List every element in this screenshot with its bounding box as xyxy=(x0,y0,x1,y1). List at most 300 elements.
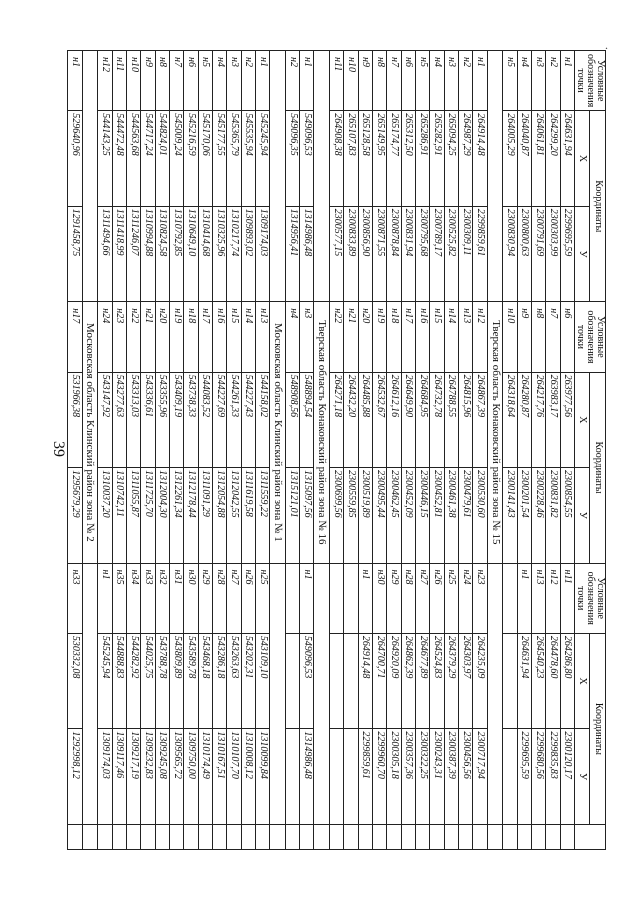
coord-x-cell: 544143,25 xyxy=(98,111,112,206)
section-title: Московская область Клинский район зона № 1 xyxy=(270,302,286,563)
table-row xyxy=(169,51,183,850)
coord-y-cell: 2300854,55 xyxy=(560,468,574,563)
coord-y-cell: 1311559,22 xyxy=(255,468,269,563)
spacer-cell xyxy=(68,824,83,849)
point-label-cell: н1 xyxy=(473,51,487,111)
header-cell: Условные обозначения точки xyxy=(575,51,606,111)
spacer-cell xyxy=(532,824,546,849)
table-row xyxy=(401,51,415,850)
section-cell xyxy=(487,51,503,302)
coord-y-cell: 1312054,88 xyxy=(212,468,226,563)
point-label-cell: н1 xyxy=(300,51,314,111)
point-label-cell: н12 xyxy=(546,563,560,633)
point-label-cell: н28 xyxy=(401,563,415,633)
point-label-cell: н22 xyxy=(330,302,344,372)
coord-y-cell: 1310742,11 xyxy=(112,468,126,563)
point-label-cell: н34 xyxy=(126,563,140,633)
point-label-cell: н14 xyxy=(444,302,458,372)
coord-y-cell: 2300495,44 xyxy=(373,468,387,563)
point-label-cell: н3 xyxy=(227,51,241,111)
coord-y-cell: 1309217,19 xyxy=(126,729,140,824)
point-label-cell: н2 xyxy=(285,51,299,111)
rotated-table-wrapper xyxy=(69,50,606,850)
coord-y-cell: 2300559,85 xyxy=(344,468,358,563)
coord-x-cell: 543738,33 xyxy=(184,372,198,467)
point-label-cell: н33 xyxy=(141,563,155,633)
spacer-cell xyxy=(300,824,314,849)
point-label-cell: н19 xyxy=(169,302,183,372)
coord-y-cell: 1311055,87 xyxy=(126,468,140,563)
point-label-cell: н13 xyxy=(532,563,546,633)
table-row xyxy=(255,51,269,850)
coord-x-cell: 545216,59 xyxy=(184,111,198,206)
coord-x-cell: 543313,03 xyxy=(126,372,140,467)
coord-x-cell: 545170,06 xyxy=(198,111,212,206)
coord-y-cell: 2300479,61 xyxy=(459,468,473,563)
coord-x-cell: 544282,92 xyxy=(126,633,140,728)
section-title: Тверская область Конаковский район зона № 15 xyxy=(487,302,503,563)
table-row xyxy=(444,51,458,850)
coord-x-cell: 264631,94 xyxy=(560,111,574,206)
coord-y-cell: 2300446,15 xyxy=(416,468,430,563)
coord-x-cell: 543109,10 xyxy=(255,633,269,728)
point-label-cell: н1 xyxy=(560,51,574,111)
coord-x-cell: 543202,31 xyxy=(241,633,255,728)
coord-x-cell: 264914,48 xyxy=(358,633,372,728)
table-row xyxy=(227,51,241,850)
table-row xyxy=(344,51,358,850)
coord-y-cell: 1312261,34 xyxy=(169,468,183,563)
coord-y-cell: 1309750,00 xyxy=(184,729,198,824)
coord-x-cell: 543809,89 xyxy=(169,633,183,728)
coord-y-cell: 2300795,68 xyxy=(416,206,430,301)
coord-y-cell: 2300201,54 xyxy=(517,468,531,563)
table-row xyxy=(141,51,155,850)
point-label-cell: н15 xyxy=(430,302,444,372)
coordinates-table xyxy=(67,50,606,850)
point-label-cell: н13 xyxy=(255,302,269,372)
spacer-cell xyxy=(82,824,98,849)
point-label-cell: н1 xyxy=(98,563,112,633)
point-label-cell: н10 xyxy=(503,302,517,372)
coord-y-cell: 1314986,48 xyxy=(300,729,314,824)
coord-y-cell: 2300456,56 xyxy=(459,729,473,824)
point-label-cell: н1 xyxy=(300,563,314,633)
coord-x-cell: 545365,79 xyxy=(227,111,241,206)
coord-x-cell: 530332,08 xyxy=(68,633,83,728)
coord-x-cell: 264485,88 xyxy=(358,372,372,467)
coord-y-cell: 2300387,39 xyxy=(444,729,458,824)
point-label-cell: н10 xyxy=(126,51,140,111)
coord-x-cell: 543468,18 xyxy=(198,633,212,728)
spacer-cell xyxy=(459,824,473,849)
spacer-cell xyxy=(141,824,155,849)
coord-y-cell: 2299859,61 xyxy=(473,206,487,301)
coord-y-cell: 1309893,02 xyxy=(241,206,255,301)
coord-x-cell: 264631,94 xyxy=(517,633,531,728)
coord-x-cell: 264920,09 xyxy=(387,633,401,728)
coord-y-cell: 1310649,10 xyxy=(184,206,198,301)
coord-y-cell: 2300305,18 xyxy=(387,729,401,824)
coord-x-cell: 544888,83 xyxy=(112,633,126,728)
coord-y-cell: 2300519,89 xyxy=(358,468,372,563)
coord-y-cell: 1314986,48 xyxy=(300,206,314,301)
coord-y-cell: 2300228,46 xyxy=(532,468,546,563)
table-row xyxy=(517,51,531,850)
point-label-cell: н26 xyxy=(430,563,444,633)
section-title: Тверская область Конаковский район зона № 16 xyxy=(314,302,330,563)
coord-y-cell: 1309174,03 xyxy=(255,206,269,301)
point-label-cell: н11 xyxy=(330,51,344,111)
coord-y-cell: 2300791,69 xyxy=(532,206,546,301)
coord-y-cell: 1309232,83 xyxy=(141,729,155,824)
coord-x-cell: 264867,39 xyxy=(473,372,487,467)
coord-y-cell: 1309117,46 xyxy=(112,729,126,824)
coord-x-cell: 549096,53 xyxy=(300,633,314,728)
table-row xyxy=(241,51,255,850)
point-label-cell: н35 xyxy=(112,563,126,633)
coord-y-cell: 1310325,96 xyxy=(212,206,226,301)
coord-x-cell: 264788,55 xyxy=(444,372,458,467)
point-label-cell: н1 xyxy=(68,51,83,111)
table-row xyxy=(387,51,401,850)
coord-y-cell: 1311725,70 xyxy=(141,468,155,563)
header-cell: У xyxy=(575,206,591,301)
coord-y-cell: 2299695,59 xyxy=(560,206,574,301)
spacer-cell xyxy=(401,824,415,849)
point-label-cell: н21 xyxy=(344,302,358,372)
coord-x-cell: 264684,95 xyxy=(416,372,430,467)
coord-x-cell: 545245,94 xyxy=(98,633,112,728)
coord-x-cell: 264217,76 xyxy=(532,372,546,467)
table-row xyxy=(330,51,344,850)
coord-y-cell: 2299859,61 xyxy=(358,729,372,824)
coord-x-cell: 263977,56 xyxy=(560,372,574,467)
coord-y-cell: 2300831,82 xyxy=(546,468,560,563)
table-row xyxy=(184,51,198,850)
coord-x-cell: 544717,24 xyxy=(141,111,155,206)
coord-y-cell: 2300789,17 xyxy=(430,206,444,301)
coord-y-cell: 1310167,51 xyxy=(212,729,226,824)
point-label-cell: н17 xyxy=(198,302,212,372)
point-label-cell: н13 xyxy=(459,302,473,372)
point-label-cell: н8 xyxy=(532,302,546,372)
point-label-cell: н30 xyxy=(373,563,387,633)
point-label-cell: н9 xyxy=(358,51,372,111)
spacer-cell xyxy=(126,824,140,849)
point-label-cell: н18 xyxy=(387,302,401,372)
spacer-cell xyxy=(358,824,372,849)
table-row xyxy=(314,51,330,850)
table-row xyxy=(430,51,444,850)
coord-x-cell: 265094,25 xyxy=(444,111,458,206)
point-label-cell: н4 xyxy=(212,51,226,111)
coord-x-cell: 264040,87 xyxy=(517,111,531,206)
coord-x-cell: 264540,23 xyxy=(532,633,546,728)
coord-y-cell: 1311418,99 xyxy=(112,206,126,301)
coord-y-cell: 1310217,74 xyxy=(227,206,241,301)
coord-x-cell: 264005,29 xyxy=(503,111,517,206)
point-label-cell: н22 xyxy=(126,302,140,372)
coord-x-cell: 264299,20 xyxy=(546,111,560,206)
section-cell xyxy=(270,563,286,824)
table-row xyxy=(112,51,126,850)
table-row xyxy=(98,51,112,850)
point-label-cell: н32 xyxy=(155,563,169,633)
coord-x-cell: 264379,29 xyxy=(444,633,458,728)
point-label-cell xyxy=(503,563,517,633)
point-label-cell: н12 xyxy=(473,302,487,372)
table-row xyxy=(358,51,372,850)
coord-y-cell: 1315121,01 xyxy=(285,468,299,563)
coord-y-cell: 1295679,29 xyxy=(68,468,83,563)
coord-y-cell: 1310099,84 xyxy=(255,729,269,824)
spacer-cell xyxy=(241,824,255,849)
coord-y-cell: 2300717,94 xyxy=(473,729,487,824)
section-cell xyxy=(82,563,98,824)
coord-x-cell: 265312,50 xyxy=(401,111,415,206)
coord-x-cell: 531966,38 xyxy=(68,372,83,467)
spacer-cell xyxy=(503,824,517,849)
coord-x-cell: 544025,75 xyxy=(141,633,155,728)
header-cell: X xyxy=(575,633,591,728)
coord-y-cell: 1315097,56 xyxy=(300,468,314,563)
point-label-cell: н1 xyxy=(255,51,269,111)
point-label-cell: н25 xyxy=(444,563,458,633)
table-row xyxy=(560,51,574,850)
coord-x-cell: 263983,17 xyxy=(546,372,560,467)
point-label-cell: н15 xyxy=(227,302,241,372)
coord-y-cell: 2300577,15 xyxy=(330,206,344,301)
table-row xyxy=(126,51,140,850)
point-label-cell: н33 xyxy=(68,563,83,633)
header-cell: X xyxy=(575,111,591,206)
spacer-cell xyxy=(255,824,269,849)
point-label-cell: н27 xyxy=(227,563,241,633)
coord-x-cell: 543355,96 xyxy=(155,372,169,467)
coord-x-cell xyxy=(285,633,299,728)
point-label-cell: н5 xyxy=(198,51,212,111)
table-row xyxy=(416,51,430,850)
coord-x-cell: 264612,16 xyxy=(387,372,401,467)
table-body xyxy=(68,51,575,850)
coord-y-cell: 2300243,31 xyxy=(430,729,444,824)
coord-x-cell: 264524,83 xyxy=(430,633,444,728)
coord-y-cell: 1310792,85 xyxy=(169,206,183,301)
spacer-cell xyxy=(387,824,401,849)
coord-x-cell: 543147,92 xyxy=(98,372,112,467)
header-cell: У xyxy=(575,468,591,563)
spacer-cell xyxy=(155,824,169,849)
section-title: Московская область Клинский район зона № 2 xyxy=(82,302,98,563)
point-label-cell: н29 xyxy=(198,563,212,633)
coord-y-cell: 1310414,68 xyxy=(198,206,212,301)
coord-x-cell: 264987,29 xyxy=(459,111,473,206)
coord-y-cell: 2300452,81 xyxy=(430,468,444,563)
coord-y-cell xyxy=(503,729,517,824)
coord-x-cell: 543589,78 xyxy=(184,633,198,728)
coord-x-cell: 265107,83 xyxy=(344,111,358,206)
coord-y-cell: 1310994,88 xyxy=(141,206,155,301)
coord-y-cell: 1312004,30 xyxy=(155,468,169,563)
coord-x-cell: 544083,52 xyxy=(198,372,212,467)
point-label-cell xyxy=(344,563,358,633)
spacer-cell xyxy=(98,824,112,849)
coord-x-cell: 264732,78 xyxy=(430,372,444,467)
coord-x-cell: 543277,63 xyxy=(112,372,126,467)
coord-x-cell: 264286,80 xyxy=(560,633,574,728)
header-cell: Координаты xyxy=(590,372,606,563)
spacer-cell xyxy=(416,824,430,849)
corner-mark: . xyxy=(605,38,608,52)
coord-y-cell: 2300830,94 xyxy=(503,206,517,301)
point-label-cell: н1 xyxy=(358,563,372,633)
point-label-cell: н5 xyxy=(503,51,517,111)
point-label-cell: н28 xyxy=(212,563,226,633)
point-label-cell: н23 xyxy=(473,563,487,633)
coord-x-cell: 544472,48 xyxy=(112,111,126,206)
header-cell: X xyxy=(575,372,591,467)
coord-x-cell: 544158,02 xyxy=(255,372,269,467)
coord-x-cell: 264815,96 xyxy=(459,372,473,467)
coord-y-cell xyxy=(330,729,344,824)
coord-x-cell: 544227,69 xyxy=(212,372,226,467)
coord-y-cell: 2300699,56 xyxy=(330,468,344,563)
point-label-cell: н2 xyxy=(459,51,473,111)
spacer-cell xyxy=(227,824,241,849)
point-label-cell: н4 xyxy=(430,51,444,111)
coord-y-cell: 1310037,20 xyxy=(98,468,112,563)
point-label-cell xyxy=(285,563,299,633)
coord-y-cell: 2300530,60 xyxy=(473,468,487,563)
coord-x-cell xyxy=(344,633,358,728)
coord-y-cell: 2300357,36 xyxy=(401,729,415,824)
coord-y-cell: 2300461,38 xyxy=(444,468,458,563)
table-row xyxy=(373,51,387,850)
section-cell xyxy=(270,51,286,302)
point-label-cell: н6 xyxy=(184,51,198,111)
point-label-cell: н4 xyxy=(517,51,531,111)
point-label-cell: н26 xyxy=(241,563,255,633)
coord-x-cell: 265149,95 xyxy=(373,111,387,206)
header-cell: Координаты xyxy=(590,633,606,824)
coord-y-cell: 1291458,75 xyxy=(68,206,83,301)
point-label-cell: н12 xyxy=(98,51,112,111)
coord-y-cell xyxy=(285,729,299,824)
table-row xyxy=(546,51,560,850)
coord-y-cell: 2299680,56 xyxy=(532,729,546,824)
coord-x-cell: 545009,24 xyxy=(169,111,183,206)
point-label-cell: н2 xyxy=(241,51,255,111)
point-label-cell: н24 xyxy=(459,563,473,633)
point-label-cell: н31 xyxy=(169,563,183,633)
coord-x-cell: 264908,38 xyxy=(330,111,344,206)
spacer-cell xyxy=(285,824,299,849)
table-row xyxy=(198,51,212,850)
table-row xyxy=(82,51,98,850)
point-label-cell: н8 xyxy=(373,51,387,111)
coord-y-cell: 2300878,84 xyxy=(387,206,401,301)
point-label-cell: н23 xyxy=(112,302,126,372)
coord-y-cell: 2300141,43 xyxy=(503,468,517,563)
spacer-cell xyxy=(314,824,330,849)
point-label-cell: н7 xyxy=(169,51,183,111)
point-label-cell: н6 xyxy=(401,51,415,111)
point-label-cell: н7 xyxy=(546,302,560,372)
coord-y-cell: 2299960,70 xyxy=(373,729,387,824)
table-row xyxy=(503,51,517,850)
coord-x-cell: 543409,19 xyxy=(169,372,183,467)
coord-y-cell xyxy=(344,729,358,824)
point-label-cell: н3 xyxy=(444,51,458,111)
coord-x-cell: 545535,94 xyxy=(241,111,255,206)
point-label-cell: н27 xyxy=(416,563,430,633)
coord-x-cell: 549096,35 xyxy=(285,111,299,206)
coord-x-cell: 264318,64 xyxy=(503,372,517,467)
coord-y-cell: 1309565,72 xyxy=(169,729,183,824)
table-row xyxy=(300,51,314,850)
point-label-cell: н8 xyxy=(155,51,169,111)
section-cell xyxy=(82,51,98,302)
spacer-cell xyxy=(546,824,560,849)
table-row xyxy=(212,51,226,850)
point-label-cell: н6 xyxy=(560,302,574,372)
coord-x-cell: 529640,96 xyxy=(68,111,83,206)
point-label-cell: н3 xyxy=(532,51,546,111)
coord-y-cell: 1309174,03 xyxy=(98,729,112,824)
coord-x-cell: 265286,91 xyxy=(416,111,430,206)
point-label-cell: н20 xyxy=(358,302,372,372)
coord-x-cell: 549096,53 xyxy=(300,111,314,206)
point-label-cell: н16 xyxy=(416,302,430,372)
point-label-cell: н30 xyxy=(184,563,198,633)
coord-y-cell: 1311091,29 xyxy=(198,468,212,563)
header-cell: У xyxy=(575,729,591,824)
coord-x-cell: 265174,77 xyxy=(387,111,401,206)
point-label-cell: н20 xyxy=(155,302,169,372)
table-row xyxy=(285,51,299,850)
spacer-cell xyxy=(184,824,198,849)
header-row-1 xyxy=(590,51,606,850)
coord-x-cell: 543263,63 xyxy=(227,633,241,728)
coord-y-cell: 1312042,55 xyxy=(227,468,241,563)
table-row xyxy=(270,51,286,850)
table-row xyxy=(155,51,169,850)
point-label-cell: н17 xyxy=(68,302,83,372)
coord-y-cell: 2300452,09 xyxy=(401,468,415,563)
coord-y-cell: 1310008,12 xyxy=(241,729,255,824)
table-row xyxy=(68,51,83,850)
point-label-cell: н21 xyxy=(141,302,155,372)
coord-y-cell: 1311619,58 xyxy=(241,468,255,563)
point-label-cell: н19 xyxy=(373,302,387,372)
coord-y-cell: 1311246,07 xyxy=(126,206,140,301)
coord-y-cell: 1310107,70 xyxy=(227,729,241,824)
header-cell: Координаты xyxy=(590,111,606,302)
spacer-cell xyxy=(560,824,574,849)
coord-y-cell: 2300462,45 xyxy=(387,468,401,563)
coord-x-cell: 264235,09 xyxy=(473,633,487,728)
point-label-cell: н11 xyxy=(560,563,574,633)
point-label-cell xyxy=(330,563,344,633)
coord-x-cell: 548908,56 xyxy=(285,372,299,467)
point-label-cell: н9 xyxy=(141,51,155,111)
coord-x-cell: 264862,39 xyxy=(401,633,415,728)
point-label-cell: н29 xyxy=(387,563,401,633)
coord-x-cell: 543286,18 xyxy=(212,633,226,728)
page-number: 39 xyxy=(50,441,67,457)
coord-y-cell: 1311494,66 xyxy=(98,206,112,301)
